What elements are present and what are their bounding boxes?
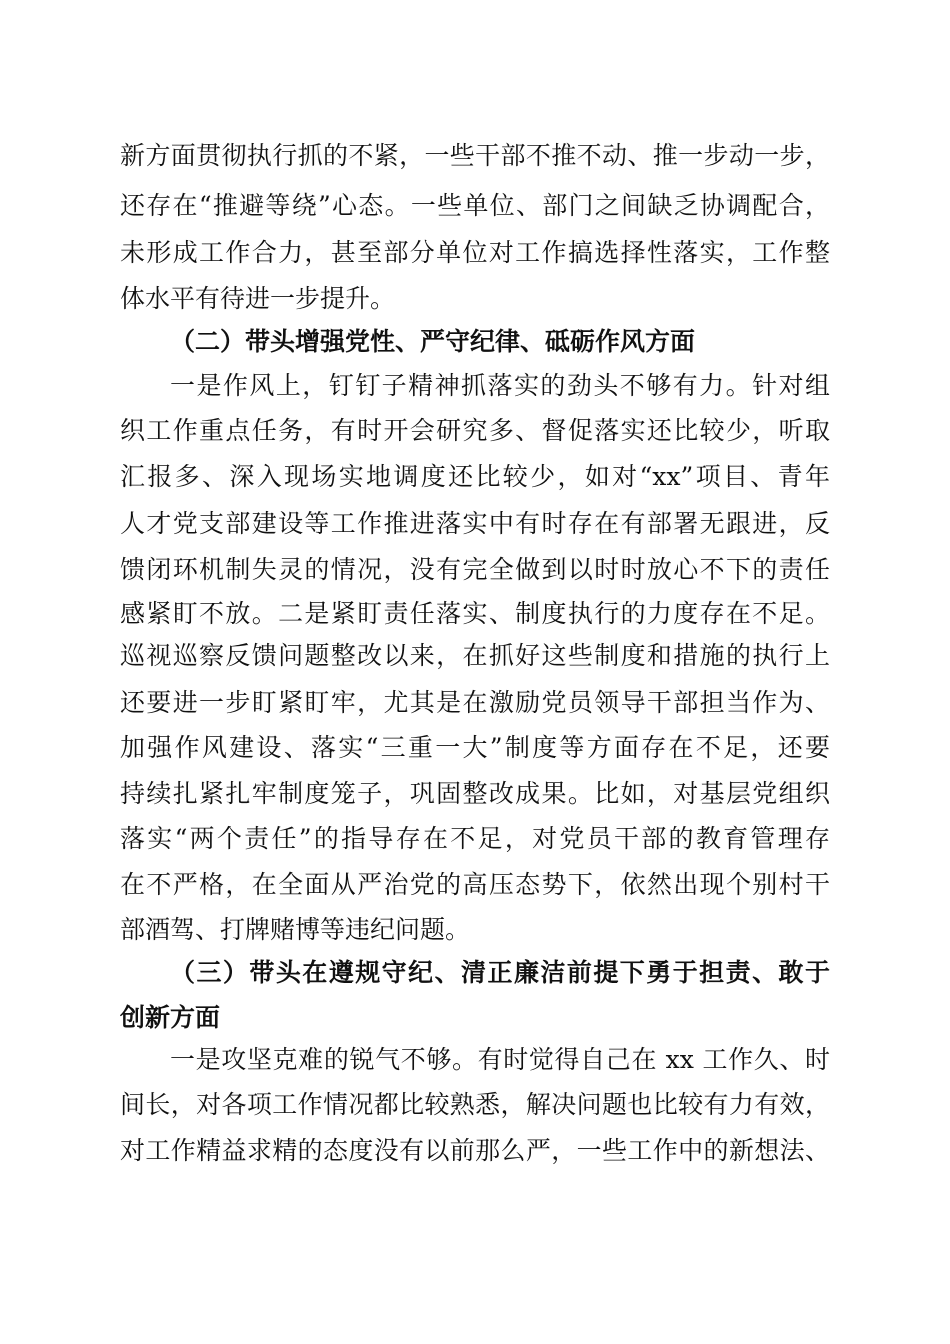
paragraph-line: 间长，对各项工作情况都比较熟悉，解决问题也比较有力有效， — [120, 1090, 830, 1119]
paragraph-line: 织工作重点任务，有时开会研究多、督促落实还比较少，听取 — [120, 416, 830, 445]
paragraph-line: 感紧盯不放。二是紧盯责任落实、制度执行的力度存在不足。 — [120, 599, 830, 628]
paragraph-line: 馈闭环机制失灵的情况，没有完全做到以时时放心不下的责任 — [120, 555, 830, 584]
paragraph-line: 加强作风建设、落实“三重一大”制度等方面存在不足，还要 — [120, 733, 830, 762]
paragraph-line: 未形成工作合力，甚至部分单位对工作搞选择性落实，工作整 — [120, 238, 830, 267]
paragraph-line: 落实“两个责任”的指导存在不足，对党员干部的教育管理存 — [120, 824, 830, 853]
paragraph-line: 巡视巡察反馈问题整改以来，在抓好这些制度和措施的执行上 — [120, 641, 830, 670]
paragraph-line: 汇报多、深入现场实地调度还比较少，如对“xx”项目、青年 — [120, 462, 830, 491]
paragraph-line: 一是作风上，钉钉子精神抓落实的劲头不够有力。针对组 — [170, 371, 830, 400]
paragraph-line: 体水平有待进一步提升。 — [120, 284, 396, 313]
paragraph-line: 还要进一步盯紧盯牢，尤其是在激励党员领导干部担当作为、 — [120, 688, 830, 717]
section-heading-3-continued: 创新方面 — [120, 1003, 221, 1032]
paragraph-line: 一是攻坚克难的锐气不够。有时觉得自己在 xx 工作久、时 — [170, 1045, 830, 1074]
paragraph-line: 对工作精益求精的态度没有以前那么严，一些工作中的新想法、 — [120, 1136, 830, 1165]
paragraph-line: 在不严格，在全面从严治党的高压态势下，依然出现个别村干 — [120, 870, 830, 899]
section-heading-2: （二）带头增强党性、严守纪律、砥砺作风方面 — [170, 327, 696, 356]
paragraph-line: 人才党支部建设等工作推进落实中有时存在有部署无跟进，反 — [120, 509, 830, 538]
paragraph-line: 部酒驾、打牌赌博等违纪问题。 — [120, 915, 471, 944]
paragraph-line: 新方面贯彻执行抓的不紧，一些干部不推不动、推一步动一步， — [120, 141, 830, 170]
paragraph-line: 还存在“推避等绕”心态。一些单位、部门之间缺乏协调配合， — [120, 191, 830, 220]
paragraph-line: 持续扎紧扎牢制度笼子，巩固整改成果。比如，对基层党组织 — [120, 779, 830, 808]
section-heading-3: （三）带头在遵规守纪、清正廉洁前提下勇于担责、敢于 — [170, 958, 830, 987]
